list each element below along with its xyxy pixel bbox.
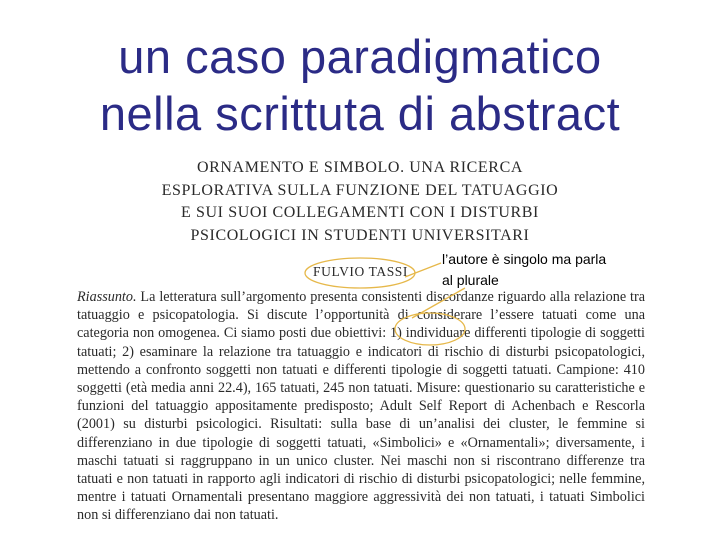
article-title-line-4: PSICOLOGICI IN STUDENTI UNIVERSITARI bbox=[190, 226, 530, 244]
article-title-line-3: E SUI SUOI COLLEGAMENTI CON I DISTURBI bbox=[181, 204, 539, 221]
article-title-line-2: ESPLORATIVA SULLA FUNZIONE DEL TATUAGGIO bbox=[161, 181, 559, 199]
slide-title-line-2: nella scrittuta di abstract bbox=[99, 87, 621, 140]
slide-title bbox=[0, 28, 720, 142]
slide-title-line-1: un caso paradigmatico bbox=[118, 30, 602, 83]
article-title-line-1: ORNAMENTO E SIMBOLO. UNA RICERCA bbox=[196, 159, 524, 176]
abstract-paragraph bbox=[77, 288, 645, 525]
abstract-text: La letteratura sull’argomento presenta consistenti discordanze riguardo alla relazione tra tatuaggio e psicopatologia. Si discute l’opportunità di considerare l’essere tatuati come una categoria non omogenea. Ci siamo posti due obiettivi: 1) individuare differenti tipologie di soggetti tatuati; 2) esaminare la relazione tra tatuaggio e indicatori di rischio di disturbi psicopatologici, mettendo a confronto soggetti non tatuati e differenti tipologie di soggetti tatuati. Campione: 410 soggetti (età media anni 22.4), 165 tatuati, 245 non tatuati. Misure: questionario su caratteristiche e funzioni del tatuaggio appositamente predisposto; Adult Self Report di Achenbach e Rescorla (2001) su disturbi psicologici. Risultati: sulla base di un’analisi dei cluster, le femmine si differenziano in due tipologie di soggetti tatuati, «Simbolici» e «Ornamentali»; diversamente, i maschi tatuati si raggruppano in un unico cluster. Nei maschi non si riscontrano differenze tra tatuati e non tatuati in rapporto agli indicatori di rischio di disturbi psicopatologici; nelle femmine, mentre i tatuati Ornamentali presentano maggiore aggressività dei non tatuati, i tatuati Simbolici non si differenziano dai non tatuati. bbox=[77, 289, 645, 524]
abstract-label: Riassunto. bbox=[77, 289, 137, 305]
article-title bbox=[120, 157, 600, 247]
author-name: FULVIO TASSI bbox=[313, 264, 409, 279]
annotation-line-1: l’autore è singolo ma parla bbox=[442, 251, 607, 267]
annotation-line-2: al plurale bbox=[442, 272, 499, 288]
annotation-note bbox=[442, 249, 682, 291]
